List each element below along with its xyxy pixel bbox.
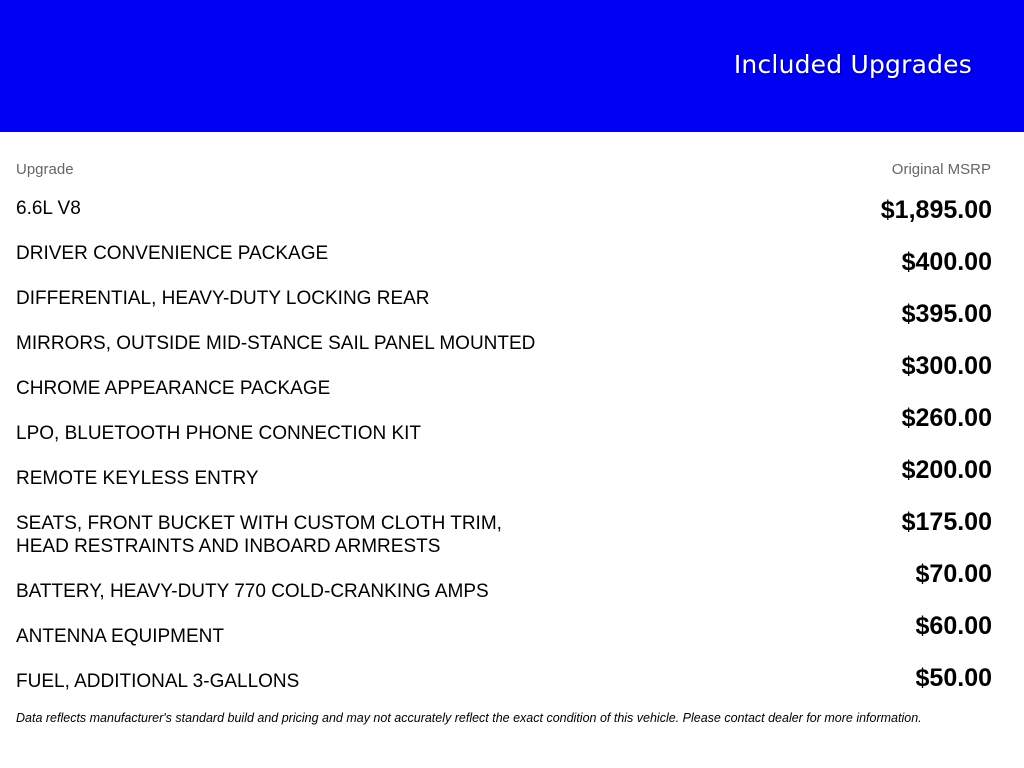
upgrade-price: $260.00 bbox=[901, 404, 992, 432]
upgrade-price: $50.00 bbox=[915, 664, 992, 692]
column-header-msrp: Original MSRP bbox=[891, 161, 991, 178]
upgrade-price: $395.00 bbox=[901, 300, 992, 328]
upgrade-list bbox=[16, 197, 636, 715]
disclaimer-text: Data reflects manufacturer's standard build and pricing and may not accurately reflect the exact condition of this vehicle. Please contact dealer for more information. bbox=[16, 711, 922, 725]
upgrade-label-line: HEAD RESTRAINTS AND INBOARD ARMRESTS bbox=[16, 536, 441, 557]
upgrade-price: $175.00 bbox=[901, 508, 992, 536]
upgrade-label: LPO, BLUETOOTH PHONE CONNECTION KIT bbox=[16, 423, 422, 444]
upgrade-label-line: SEATS, FRONT BUCKET WITH CUSTOM CLOTH TRIM, bbox=[16, 513, 502, 534]
upgrade-label: ANTENNA EQUIPMENT bbox=[16, 626, 224, 647]
upgrade-label: MIRRORS, OUTSIDE MID-STANCE SAIL PANEL MOUNTED bbox=[16, 333, 536, 354]
upgrade-label: BATTERY, HEAVY-DUTY 770 COLD-CRANKING AMPS bbox=[16, 581, 489, 602]
upgrade-label: CHROME APPEARANCE PACKAGE bbox=[16, 378, 331, 399]
upgrade-label: REMOTE KEYLESS ENTRY bbox=[16, 468, 259, 489]
price-list bbox=[881, 194, 992, 714]
upgrade-label: FUEL, ADDITIONAL 3-GALLONS bbox=[16, 671, 300, 692]
upgrade-label: 6.6L V8 bbox=[16, 198, 81, 219]
upgrade-price: $1,895.00 bbox=[880, 196, 992, 224]
upgrade-price: $300.00 bbox=[901, 352, 992, 380]
column-header-upgrade: Upgrade bbox=[16, 161, 74, 178]
header-banner bbox=[0, 0, 1024, 132]
upgrade-price: $60.00 bbox=[915, 612, 992, 640]
upgrade-label: DRIVER CONVENIENCE PACKAGE bbox=[16, 243, 329, 264]
upgrade-label: DIFFERENTIAL, HEAVY-DUTY LOCKING REAR bbox=[16, 288, 430, 309]
page-title: Included Upgrades bbox=[733, 50, 972, 79]
upgrade-price: $200.00 bbox=[901, 456, 992, 484]
upgrade-price: $70.00 bbox=[915, 560, 992, 588]
upgrade-label-multiline bbox=[16, 512, 636, 580]
upgrade-price: $400.00 bbox=[901, 248, 992, 276]
